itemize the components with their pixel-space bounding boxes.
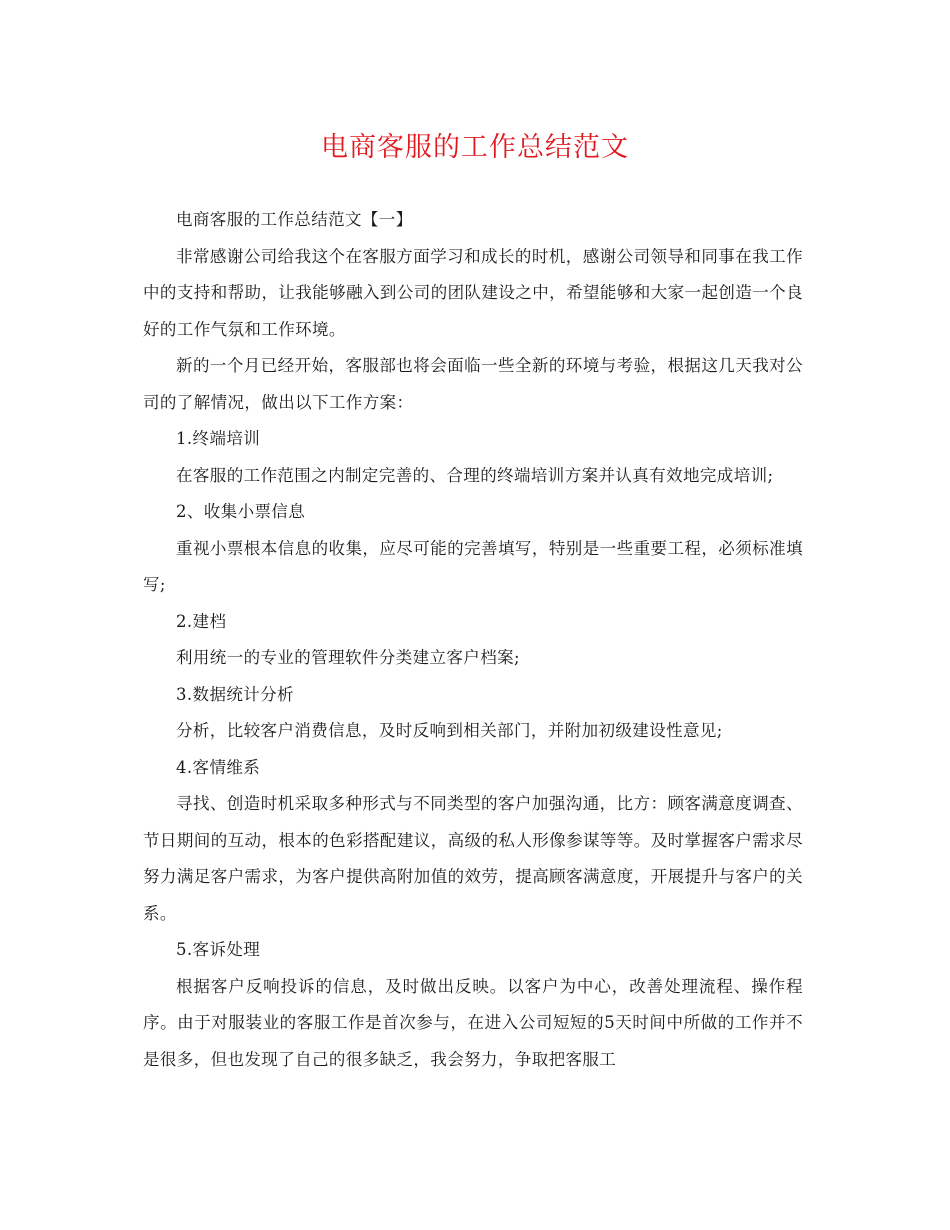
document-title: 电商客服的工作总结范文 [321, 132, 629, 163]
item-body-data-analysis: 分析，比较客户消费信息，及时反响到相关部门，并附加初级建设性意见; [176, 721, 723, 740]
item-body-terminal-training: 在客服的工作范围之内制定完善的、合理的终端培训方案并认真有效地完成培训; [176, 465, 774, 485]
item-body-customer-relations: 寻找、创造时机采取多种形式与不同类型的客户加强沟通，比方：顾客满意度调查、节日期间的互动，根本的色彩搭配建议，高级的私人形像参谋等等。及时掌握客户需求尽努力满足客户需求，为客户提供高附加值的效劳，提高顾客满意度，开展提升与客户的关系。 [143, 794, 803, 923]
document-body [143, 202, 803, 1078]
item-heading-filing: 2.建档 [176, 611, 227, 631]
paragraph-section-heading: 电商客服的工作总结范文【一】 [176, 210, 413, 229]
item-heading-customer-relations: 4.客情维系 [176, 757, 261, 777]
item-body-complaint-handling: 根据客户反响投诉的信息，及时做出反映。以客户为中心，改善处理流程、操作程序。由于对服装业的客服工作是首次参与，在进入公司短短的5天时间中所做的工作并不是很多，但也发现了自己的很多缺乏，我会努力，争取把客服工 [143, 976, 803, 1069]
item-heading-receipt-info: 2、收集小票信息 [176, 502, 306, 521]
paragraph-plan-intro: 新的一个月已经开始，客服部也将会面临一些全新的环境与考验，根据这几天我对公司的了解情况，做出以下工作方案： [143, 356, 803, 412]
item-body-filing: 利用统一的专业的管理软件分类建立客户档案; [176, 648, 520, 667]
paragraph-thanks: 非常感谢公司给我这个在客服方面学习和成长的时机，感谢公司领导和同事在我工作中的支持和帮助，让我能够融入到公司的团队建设之中，希望能够和大家一起创造一个良好的工作气氛和工作环境。 [143, 246, 803, 339]
item-body-receipt-info: 重视小票根本信息的收集，应尽可能的完善填写，特别是一些重要工程，必须标准填写; [143, 538, 803, 594]
item-heading-complaint-handling: 5.客诉处理 [176, 940, 261, 959]
item-heading-terminal-training: 1.终端培训 [176, 429, 261, 448]
item-heading-data-analysis: 3.数据统计分析 [176, 684, 294, 704]
